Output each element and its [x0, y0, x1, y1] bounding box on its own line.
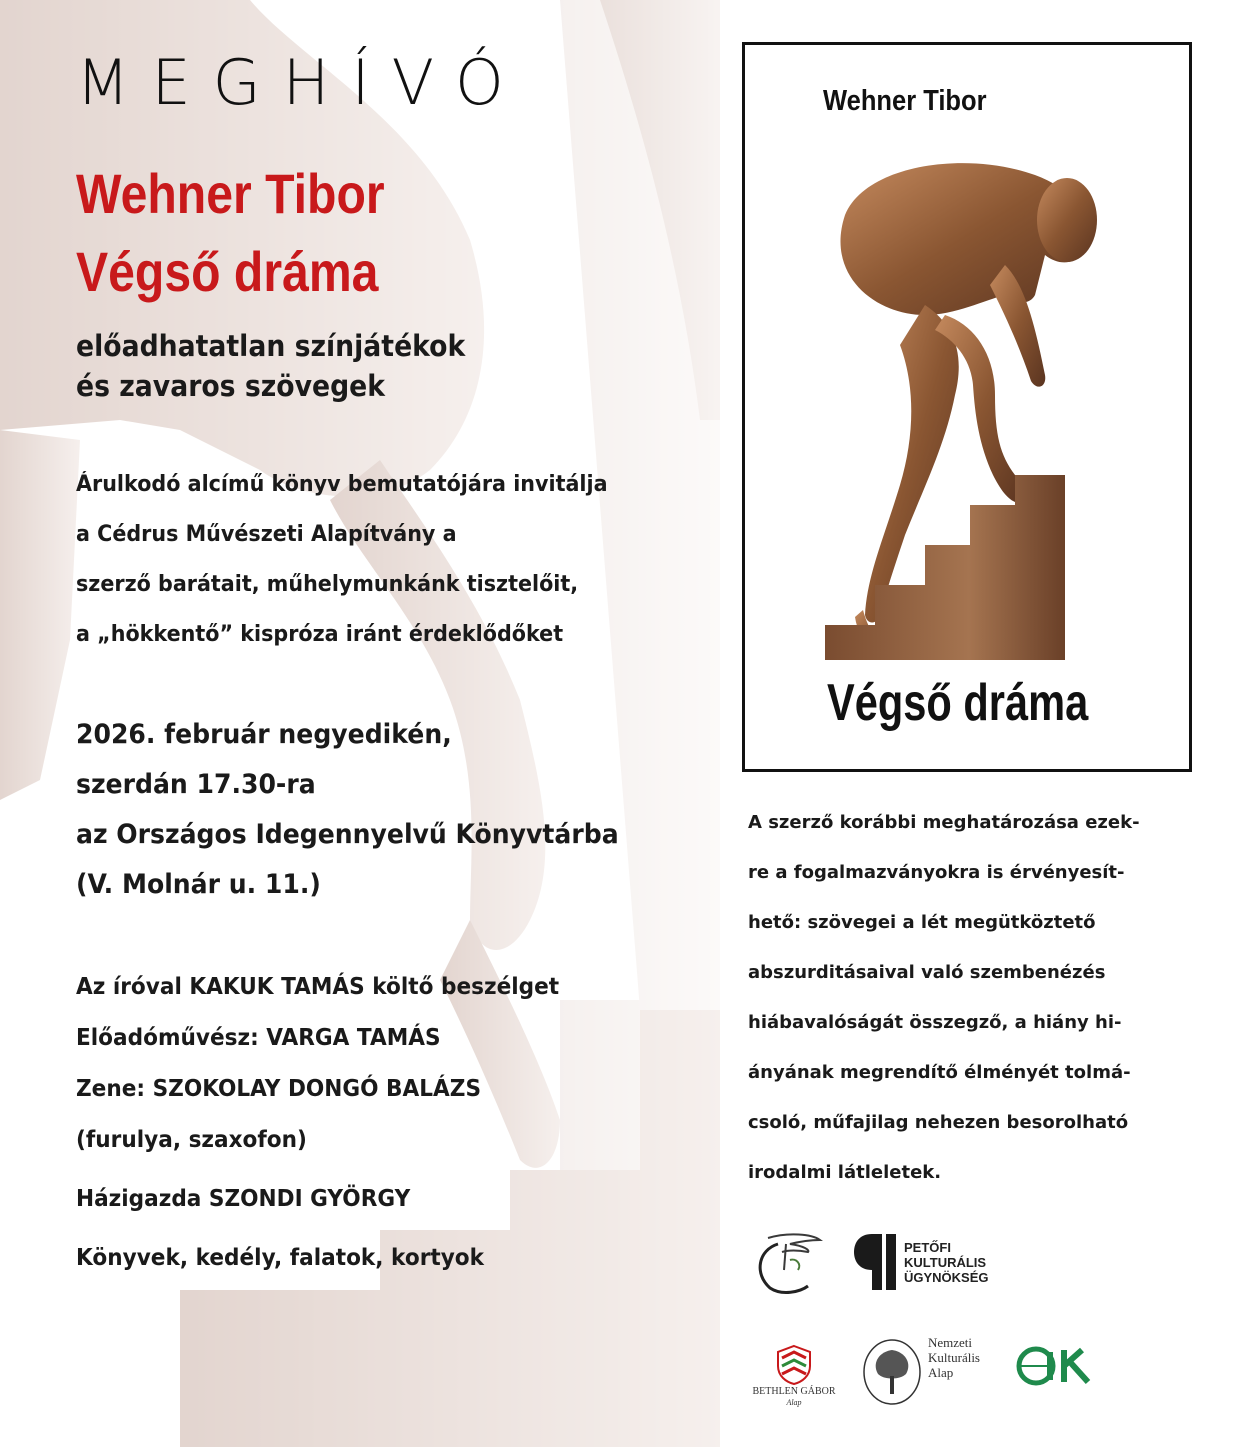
description-line: ányának megrendítő élményét tolmá- — [748, 1062, 1131, 1083]
description-line: hető: szövegei a lét megütköztető — [748, 912, 1096, 933]
event-date: 2026. február negyedikén, — [76, 719, 452, 750]
nka-line: Alap — [928, 1365, 954, 1380]
oik-library-logo — [1016, 1346, 1098, 1386]
description-line: csoló, műfajilag nehezen besorolható — [748, 1112, 1129, 1133]
nka-tree-seal-icon — [862, 1338, 922, 1406]
sculpture-image — [805, 155, 1125, 665]
event-address: (V. Molnár u. 11.) — [76, 869, 321, 900]
event-venue: az Országos Idegennyelvű Könyvtárba — [76, 819, 619, 850]
book-cover — [742, 42, 1192, 772]
credit-conversation: Az íróval KAKUK TAMÁS költő beszélget — [76, 974, 560, 1000]
bga-line: Alap — [786, 1398, 802, 1407]
credit-host: Házigazda SZONDI GYÖRGY — [76, 1186, 411, 1212]
description-line: hiábavalóságát összegző, a hiány hi- — [748, 1012, 1122, 1033]
bga-line: BETHLEN GÁBOR — [752, 1386, 836, 1397]
bethlen-gabor-shield-icon — [774, 1344, 814, 1386]
invitation-line: a Cédrus Művészeti Alapítvány a — [76, 522, 457, 547]
description-line: irodalmi látleletek. — [748, 1162, 942, 1183]
pka-line: PETŐFI — [904, 1240, 951, 1255]
credit-performer: Előadóművész: VARGA TAMÁS — [76, 1025, 441, 1051]
nka-logo-text — [928, 1335, 980, 1380]
credit-instruments: (furulya, szaxofon) — [76, 1127, 307, 1153]
pka-line: KULTURÁLIS — [904, 1255, 987, 1270]
event-details — [76, 710, 619, 910]
description-line: A szerző korábbi meghatározása ezek- — [748, 812, 1140, 833]
subtitle-line: előadhatatlan színjátékok — [76, 329, 466, 363]
subtitle-line: és zavaros szövegek — [76, 369, 386, 403]
invitation-line: szerző barátait, műhelymunkánk tisztelőit, — [76, 572, 579, 597]
closing-line: Könyvek, kedély, falatok, kortyok — [76, 1245, 485, 1271]
pilcrow-icon — [854, 1232, 900, 1292]
book-description — [748, 798, 1200, 1198]
cover-title: Végső dráma — [827, 674, 1089, 732]
credit-music: Zene: SZOKOLAY DONGÓ BALÁZS — [76, 1076, 482, 1102]
bga-logo-text — [752, 1386, 836, 1408]
pka-logo-text — [904, 1240, 989, 1285]
book-title: Végső dráma — [76, 240, 379, 303]
invitation-heading: MEGHÍVÓ — [76, 46, 526, 119]
book-subtitle — [76, 326, 465, 406]
nka-line: Nemzeti — [928, 1335, 973, 1350]
author-name: Wehner Tibor — [76, 162, 385, 225]
invitation-paragraph — [76, 460, 608, 660]
event-time: szerdán 17.30-ra — [76, 769, 316, 800]
description-line: abszurditásaival való szembenézés — [748, 962, 1106, 983]
event-credits — [76, 962, 559, 1284]
invitation-line: a „hökkentő” kispróza iránt érdeklődőket — [76, 622, 564, 647]
cover-author: Wehner Tibor — [823, 85, 987, 117]
cedrus-foundation-logo — [748, 1230, 824, 1296]
nka-line: Kulturális — [928, 1350, 980, 1365]
invitation-line: Árulkodó alcímű könyv bemutatójára invitálja — [76, 472, 608, 497]
description-line: re a fogalmazványokra is érvényesít- — [748, 862, 1125, 883]
pka-line: ÜGYNÖKSÉG — [904, 1270, 989, 1285]
